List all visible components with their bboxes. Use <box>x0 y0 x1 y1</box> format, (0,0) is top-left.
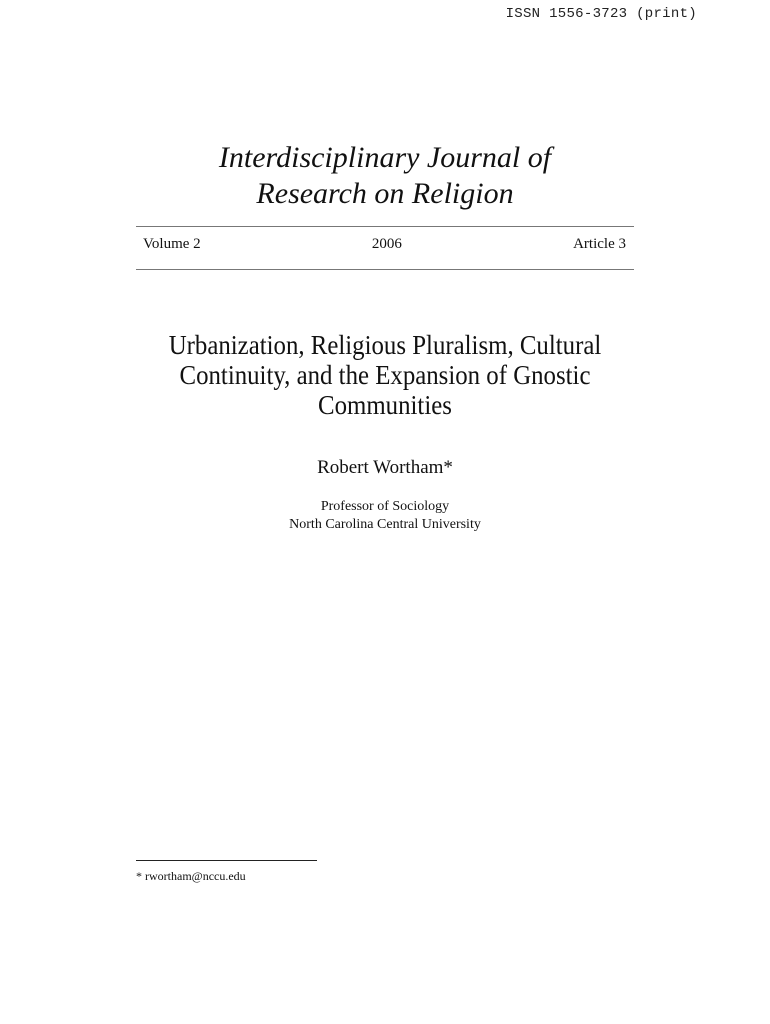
journal-title-line-1: Interdisciplinary Journal of <box>218 141 552 174</box>
issn-line: ISSN 1556-3723 (print) <box>505 6 697 22</box>
article-label: Article 3 <box>573 236 626 252</box>
article-title-line-1: Urbanization, Religious Pluralism, Cultural <box>168 330 602 360</box>
author-institution: North Carolina Central University <box>289 517 481 532</box>
footnote-rule <box>136 860 317 861</box>
author-position: Professor of Sociology <box>320 499 450 514</box>
author-name: Robert Wortham* <box>317 457 453 478</box>
article-title-line-2: Continuity, and the Expansion of Gnostic <box>179 360 591 390</box>
article-title-line-3: Communities <box>318 390 452 420</box>
journal-title-line-2: Research on Religion <box>256 177 514 210</box>
year-label: 2006 <box>371 236 402 252</box>
footnote-email: * rwortham@nccu.edu <box>136 869 246 883</box>
journal-title <box>0 140 770 212</box>
header-rule-bottom <box>136 269 634 270</box>
issue-info-row <box>143 236 626 253</box>
volume-label: Volume 2 <box>143 236 201 252</box>
author-affiliation <box>0 498 770 534</box>
header-rule-top <box>136 226 634 227</box>
article-title <box>31 330 739 420</box>
